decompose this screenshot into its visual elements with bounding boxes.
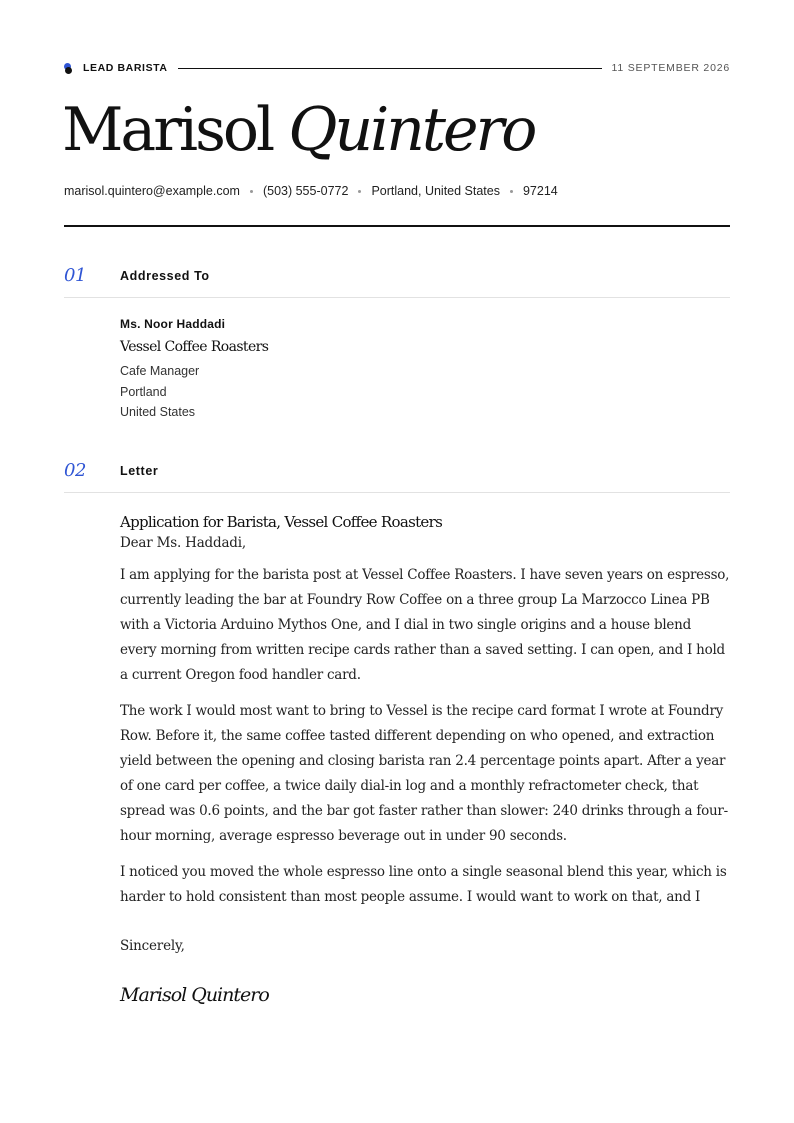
separator-dot bbox=[250, 190, 253, 193]
paragraph: The work I would most want to bring to Vessel is the recipe card format I wrote at Foundry Row. Before it, the same coffee tasted different depending on who opened, and extraction yield between the opening and closing barista ran 2.4 percentage points apart. After a year of one card per coffee, a twice daily dial-in log and a monthly refractometer check, that spread was 0.6 points, and the bar got faster rather than slower: 240 drinks through a four-hour morning, average espresso beverage out in under 90 seconds. bbox=[120, 703, 728, 844]
section-title: Addressed To bbox=[120, 269, 210, 283]
letter-page bbox=[64, 0, 730, 1123]
header-rule bbox=[64, 225, 730, 227]
location: Portland, United States bbox=[371, 184, 500, 198]
recipient-line: Cafe Manager bbox=[120, 364, 200, 378]
contact-line bbox=[64, 184, 558, 198]
letter-body bbox=[120, 513, 730, 1006]
letter-date: 11 SEPTEMBER 2026 bbox=[611, 62, 730, 74]
signature: Marisol Quintero bbox=[120, 984, 269, 1006]
last-name: Quintero bbox=[288, 95, 535, 165]
section-letter bbox=[64, 460, 730, 484]
role-label: LEAD BARISTA bbox=[83, 62, 168, 74]
separator-dot bbox=[510, 190, 513, 193]
salutation: Dear Ms. Haddadi, bbox=[120, 535, 246, 551]
header-divider bbox=[178, 68, 602, 69]
closing: Sincerely, bbox=[120, 938, 185, 954]
section-rule bbox=[64, 492, 730, 493]
first-name: Marisol bbox=[62, 95, 273, 165]
letter-subject: Application for Barista, Vessel Coffee Roasters bbox=[120, 513, 443, 531]
applicant-name bbox=[62, 92, 534, 168]
email: marisol.quintero@example.com bbox=[64, 184, 240, 198]
section-addressed-to bbox=[64, 265, 730, 289]
brand-dots-icon bbox=[64, 61, 74, 75]
section-title: Letter bbox=[120, 464, 159, 478]
recipient-line: United States bbox=[120, 405, 196, 419]
recipient-block bbox=[120, 317, 730, 423]
top-strip bbox=[64, 61, 730, 75]
phone: (503) 555-0772 bbox=[262, 184, 349, 198]
section-rule bbox=[64, 297, 730, 298]
recipient-line: Portland bbox=[120, 384, 167, 399]
postal-code: 97214 bbox=[522, 184, 558, 198]
paragraph: I noticed you moved the whole espresso line onto a single seasonal blend this year, which is harder to hold consistent than most people assume. I would want to work on that, and I bbox=[120, 864, 727, 905]
recipient-organization: Vessel Coffee Roasters bbox=[120, 339, 269, 355]
section-number: 01 bbox=[64, 265, 86, 286]
recipient-name: Ms. Noor Haddadi bbox=[120, 317, 226, 331]
section-number: 02 bbox=[64, 460, 86, 481]
separator-dot bbox=[358, 190, 361, 193]
paragraph: I am applying for the barista post at Vessel Coffee Roasters. I have seven years on espresso, currently leading the bar at Foundry Row Coffee on a three group La Marzocco Linea PB with a Victoria Arduino Mythos One, and I dial in two single origins and a house blend every morning from written recipe cards rather than a saved setting. I can open, and I hold a current Oregon food handler card. bbox=[120, 567, 730, 683]
